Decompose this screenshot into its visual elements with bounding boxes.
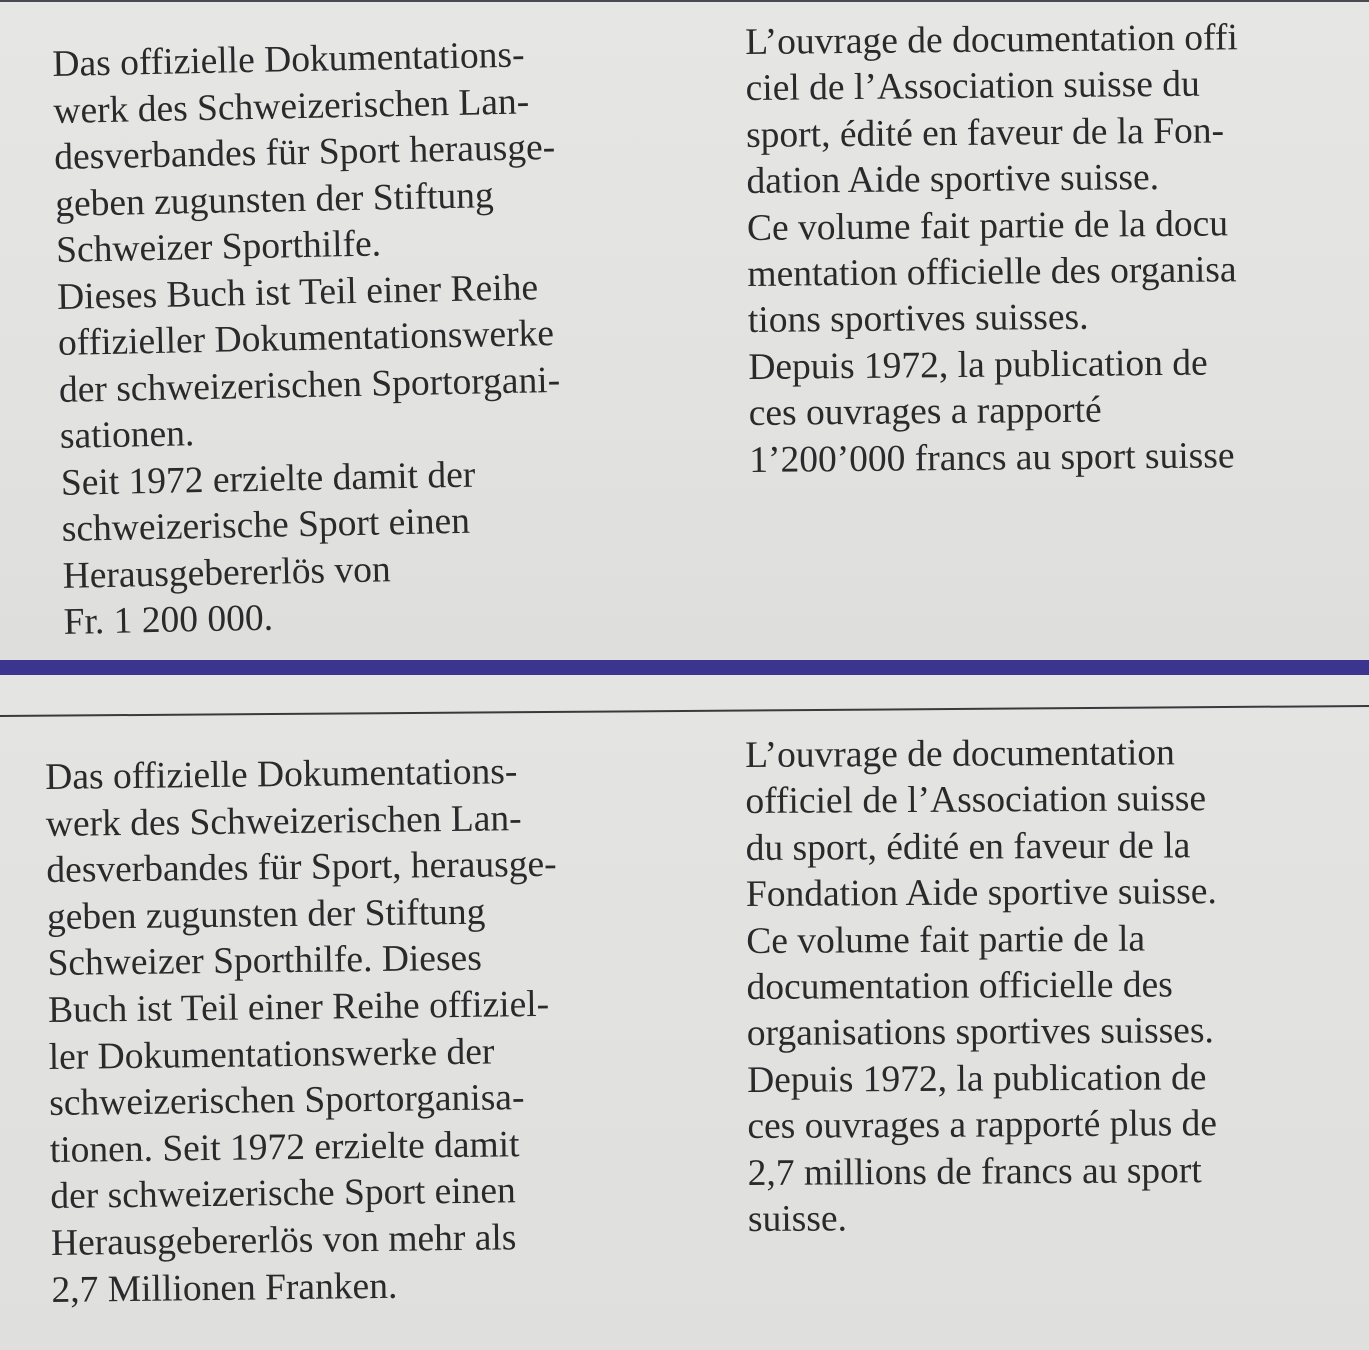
text-line: Dieses Buch ist Teil einer Reihe — [56, 266, 539, 318]
text-line: geben zugunsten der Stiftung — [54, 174, 495, 225]
text-line: 2,7 Millionen Franken. — [51, 1265, 398, 1311]
text-line: officiel de l’Association suisse — [745, 778, 1207, 823]
text-line: Das offizielle Dokumentations- — [45, 751, 518, 798]
text-line: dation Aide sportive suisse. — [746, 157, 1160, 203]
bottom-german-paragraph — [45, 749, 562, 1314]
text-line: L’ouvrage de documentation — [745, 732, 1175, 776]
text-line: Fr. 1 200 000. — [63, 597, 274, 643]
text-line: L’ouvrage de documentation offi — [745, 17, 1238, 63]
text-line: Buch ist Teil einer Reihe offiziel- — [47, 983, 550, 1031]
text-line: werk des Schweizerischen Lan- — [45, 797, 522, 845]
text-line: sationen. — [59, 413, 195, 457]
text-line: tionen. Seit 1972 erzielte damit — [49, 1123, 520, 1171]
top-german-paragraph — [52, 32, 565, 646]
text-line: du sport, édité en faveur de la — [745, 825, 1191, 869]
text-line: schweizerische Sport einen — [61, 500, 471, 550]
text-line: ces ouvrages a rapporté plus de — [747, 1103, 1218, 1148]
text-line: Ce volume fait partie de la docu — [746, 202, 1229, 249]
text-line: desverbandes für Sport herausge- — [53, 126, 556, 178]
text-line: Schweizer Sporthilfe. — [55, 223, 382, 271]
text-line: Seit 1972 erzielte damit der — [60, 454, 476, 504]
divider-band — [0, 660, 1369, 675]
text-line: ces ouvrages a rapporté — [748, 389, 1102, 435]
text-line: schweizerischen Sportorganisa- — [49, 1077, 525, 1125]
text-line: sport, édité en faveur de la Fon- — [745, 110, 1225, 156]
text-line: Fondation Aide sportive suisse. — [745, 871, 1217, 916]
bottom-french-paragraph — [745, 730, 1219, 1243]
text-line: suisse. — [747, 1198, 848, 1241]
text-line: der schweizerischen Sportorgani- — [58, 359, 561, 411]
text-line: 1’200’000 francs au sport suisse — [749, 434, 1235, 481]
text-line: Herausgebererlös von mehr als — [50, 1217, 517, 1264]
text-line: Depuis 1972, la publication de — [748, 342, 1208, 388]
text-line: Herausgebererlös von — [62, 548, 392, 597]
text-line: tions sportives suisses. — [747, 297, 1089, 342]
text-line: werk des Schweizerischen Lan- — [52, 80, 530, 132]
text-line: ler Dokumentationswerke der — [48, 1031, 495, 1078]
text-line: mentation officielle des organisa — [747, 249, 1237, 296]
text-line: der schweizerische Sport einen — [50, 1170, 517, 1218]
text-line: geben zugunsten der Stiftung — [46, 891, 486, 938]
text-line: Schweizer Sporthilfe. Dieses — [47, 938, 483, 985]
text-line: ciel de l’Association suisse du — [745, 64, 1200, 110]
top-french-paragraph — [745, 15, 1242, 484]
top-edge-rule — [0, 0, 1369, 2]
text-line: desverbandes für Sport, herausge- — [46, 843, 557, 892]
text-line: Depuis 1972, la publication de — [746, 1057, 1207, 1101]
text-line: offizieller Dokumentationswerke — [57, 312, 555, 364]
text-line: Ce volume fait partie de la — [746, 918, 1146, 962]
text-line: organisations sportives suisses. — [746, 1010, 1214, 1055]
text-line: Das offizielle Dokumentations- — [52, 34, 525, 85]
text-line: 2,7 millions de francs au sport — [747, 1149, 1202, 1194]
text-line: documentation officielle des — [746, 964, 1173, 1009]
